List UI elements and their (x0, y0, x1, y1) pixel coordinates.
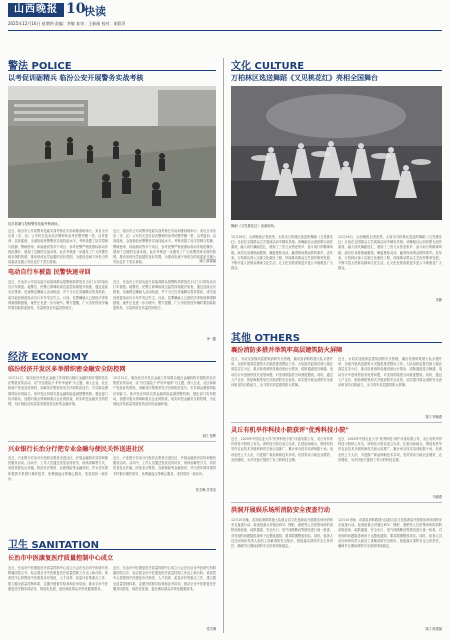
masthead-rule (8, 30, 442, 31)
headline-police1: 以考促训砺精兵 临汾公安开展警务实战考核 (8, 74, 144, 82)
section-rule (231, 70, 442, 71)
byline-oth1: 刘江 李晓燕 (425, 415, 442, 419)
column-divider (223, 58, 224, 633)
body-cul1-a: 12月16日，山西晚报记者获悉，太原市万柏林区选送的舞蹈《又见桃花红》日前在全国群众文艺展演活动中精彩亮相。该舞蹈以山西民歌为创作素材，融入现代舞蹈语汇，展现了三晋儿女热爱家乡、奋斗前行的精神风貌。演员们身着艳丽服饰，舞姿曼妙灵动，赢得现场观众阵阵掌声。近年来，万柏林区深入实施文化惠民工程，持续推动群众文艺创作繁荣发展，不断丰富人民群众精神文化生活，让文化发展成果更多更公平地惠及广大群众。 (231, 235, 333, 271)
body-oth1-b: 近日，为切实加强高层建筑消防安全管理，襄汾县消防救援大队多措并举，全面开展高层建筑火灾隐患排查整治工作。大队组织监督员深入辖区高层住宅小区，重点检查消防设施设备运行情况、疏散通道是否畅通、电动自行车违规停放充电等问题，对发现的隐患当场督促整改。同时，通过入户走访、张贴海报等形式开展消防安全宣传，切实提升群众消防安全意识和自防自救能力，全力筑牢高层建筑防火屏障。 (338, 357, 442, 388)
byline-cul1: 李静 (435, 298, 442, 302)
headline-police2: 电动自行车被盗 民警快速寻回 (8, 269, 91, 276)
caption-police1: 徒手抓捕与控制警务技能考核现场。 (8, 222, 61, 226)
section-en: ECONOMY (31, 352, 89, 363)
photo-dance-performance (231, 86, 442, 220)
section-en: POLICE (31, 61, 72, 72)
section-rule (231, 342, 442, 343)
body-oth3-b: 12月10日晚，洪洞县消防救援大队联合县文化旅游局开展娱乐场所消防安全夜查行动。检查组重点对辖区KTV、网吧、酒吧等人员密集场所的消防设施设备、疏散通道、安全出口、电气线路敷设等情况进行逐一检查，对发现的问题隐患现场下达整改通知，要求限期整改到位。同时，检查人员还向场所负责人和员工讲解消防安全知识，督促落实消防安全主体责任，确保节日期间消防安全形势持续稳定。 (338, 518, 442, 549)
section-label: 卫生 (8, 540, 28, 551)
body-police2-b: 近日，长治市公安局屯留分局接到群众报警称其停放在小区门口的电动自行车被盗。接警后，民警立即调取周边监控视频展开侦查，通过连续走访排查，迅速锁定嫌疑人活动轨迹，并于当日在其落脚点将其抓获，成功追回被盗电动自行车并发还失主。目前，犯罪嫌疑人已被依法采取刑事强制措施，案件正在进一步办理中。警方提醒，广大市民停放车辆时要加装防盗锁具，尽量停放在有监控的地方。 (113, 280, 216, 311)
body-eco2-a: 近日，兴业银行长治分行组织志愿者走进社区，开展金融知识宣传和便民服务活动。活动中，工作人员通过发放宣传折页、现场讲解等方式，向居民普及反诈骗、防范非法集资、存款保险等金融知识，并为老年群体提供手机银行操作指导、免费测血压等暖心服务，受到居民一致好评。 (8, 456, 108, 481)
section-en: CULTURE (254, 61, 305, 72)
body-cul1-b: 12月16日，山西晚报记者获悉，太原市万柏林区选送的舞蹈《又见桃花红》日前在全国群众文艺展演活动中精彩亮相。该舞蹈以山西民歌为创作素材，融入现代舞蹈语汇，展现了三晋儿女热爱家乡、奋斗前行的精神风貌。演员们身着艳丽服饰，舞姿曼妙灵动，赢得现场观众阵阵掌声。近年来，万柏林区深入实施文化惠民工程，持续推动群众文艺创作繁荣发展，不断丰富人民群众精神文化生活，让文化发展成果更多更公平地惠及广大群众。 (338, 235, 442, 271)
body-police1-a: 近日，临汾市公安局警务技能实战考核在市局训练基地举行。来自全市各县（市、区）公安机关及市局各警种的参考民警齐聚一堂，以考促训、以赛促练，全面检验民警警务实战技能水平。考核设置了徒手控制与抓捕、警械使用、体能测试等多个项目，参考民警严格按照标准动作规范操作，展现了过硬的实战本领。此次考核进一步激发了广大民警苦练本领的热情，推动形成比学赶超的良好氛围，为建设忠诚干净担当的高素质过硬公安队伍打下坚实基础。 (8, 229, 108, 264)
headline-oth3: 洪洞开展娱乐场所消防安全夜查行动 (231, 507, 330, 514)
body-eco2-b: 近日，兴业银行长治分行组织志愿者走进社区，开展金融知识宣传和便民服务活动。活动中，工作人员通过发放宣传折页、现场讲解等方式，向居民普及反诈骗、防范非法集资、存款保险等金融知识，并为老年群体提供手机银行操作指导、免费测血压等暖心服务，受到居民一致好评。 (113, 456, 216, 476)
body-eco1-a: 12月11日，临汾经济开发区金融工作局联合辖区金融机构开展防范非法集资宣传活动，以"守住钱袋子·护好幸福家"为主题，深入企业、社区和商户发放宣传资料，讲解非法集资常见手法和防范技巧，引导群众增强风险识别能力。该开发区持续完善金融风险监测预警机制，强化部门协作联动，加强对重点领域和重点企业的排查，切实织密金融安全防控网，为区域经济高质量发展营造良好的金融环境。 (8, 376, 108, 407)
separator (231, 502, 442, 503)
headline-oth2: 灵丘有机旱作科技小院获评"优秀科技小院" (231, 427, 349, 434)
byline-eco2: 张艾琳 任茂莹 (195, 488, 216, 492)
body-oth2-a: 近日，2025年中国农业大学"优秀科技小院"评选结果公布，灵丘有机旱作科技小院榜上有名。该科技小院自成立以来，扎根田间地头，围绕有机旱作农业技术开展科研攻关和示范推广，累计举办技术培训班数十场，培训农民上千人次，引进推广新品种新技术多项，有效带动当地农业增效、农民增收，为乡村振兴提供了有力的科技支撑。 (231, 437, 333, 462)
body-oth3-a: 12月10日晚，洪洞县消防救援大队联合县文化旅游局开展娱乐场所消防安全夜查行动。检查组重点对辖区KTV、网吧、酒吧等人员密集场所的消防设施设备、疏散通道、安全出口、电气线路敷设等情况进行逐一检查，对发现的问题隐患现场下达整改通知，要求限期整改到位。同时，检查人员还向场所负责人和员工讲解消防安全知识，督促落实消防安全主体责任，确保节日期间消防安全形势持续稳定。 (231, 518, 333, 549)
headline-eco2: 兴业银行长治分行把专业金融与便民关怀送进社区 (8, 446, 145, 453)
dateline: 2025年12月16日 星期四 责编：李敏 复审：王新刚 校对：胡彩萍 (8, 21, 126, 26)
headline-oth1: 襄汾消防多措并举筑牢高层建筑防火屏障 (231, 347, 343, 354)
section-rule (8, 361, 216, 362)
section-label: 文化 (231, 61, 251, 72)
page-number: 10 (66, 1, 86, 17)
section-en: SANITATION (31, 540, 99, 551)
byline-oth3: 刘江 薛建斌 (425, 627, 442, 631)
headline-cul1: 万柏林区选送舞蹈《又见桃花红》亮相全国舞台 (231, 74, 378, 82)
section-label: 其他 (231, 333, 251, 344)
byline-san1: 张艾琳 (206, 627, 216, 631)
body-san1-a: 近日，长治市中医康复医疗质量控制中心成立大会在长治市中医研究所附属医院召开，标志着全市中医康复医疗质量控制工作迈上新台阶。该质控中心将围绕中医康复诊疗规范、人才培养、质量评价等重点工作，建立健全质量控制体系，定期开展督导检查和业务培训，推动全市中医康复医疗服务同质化、规范化发展，更好满足群众多样化健康需求。 (8, 566, 108, 591)
section-rule (8, 70, 216, 71)
photo-police-training (8, 86, 216, 218)
separator (231, 422, 442, 423)
page-name: 快读 (84, 5, 106, 18)
section-rule (8, 549, 216, 550)
masthead-logo: 山西晚报 (8, 3, 64, 17)
section-label: 警法 (8, 61, 28, 72)
body-police1-b: 近日，临汾市公安局警务技能实战考核在市局训练基地举行。来自全市各县（市、区）公安机关及市局各警种的参考民警齐聚一堂，以考促训、以赛促练，全面检验民警警务实战技能水平。考核设置了徒手控制与抓捕、警械使用、体能测试等多个项目，参考民警严格按照标准动作规范操作，展现了过硬的实战本领。此次考核进一步激发了广大民警苦练本领的热情，推动形成比学赶超的良好氛围，为建设忠诚干净担当的高素质过硬公安队伍打下坚实基础。 (113, 229, 216, 264)
body-san1-b: 近日，长治市中医康复医疗质量控制中心成立大会在长治市中医研究所附属医院召开，标志着全市中医康复医疗质量控制工作迈上新台阶。该质控中心将围绕中医康复诊疗规范、人才培养、质量评价等重点工作，建立健全质量控制体系，定期开展督导检查和业务培训，推动全市中医康复医疗服务同质化、规范化发展，更好满足群众多样化健康需求。 (113, 566, 216, 591)
caption-cul1: 舞蹈《又见桃花红》表演现场。 (231, 224, 278, 228)
body-police2-a: 近日，长治市公安局屯留分局接到群众报警称其停放在小区门口的电动自行车被盗。接警后，民警立即调取周边监控视频展开侦查，通过连续走访排查，迅速锁定嫌疑人活动轨迹，并于当日在其落脚点将其抓获，成功追回被盗电动自行车并发还失主。目前，犯罪嫌疑人已被依法采取刑事强制措施，案件正在进一步办理中。警方提醒，广大市民停放车辆时要加装防盗锁具，尽量停放在有监控的地方。 (8, 280, 108, 311)
section-label: 经济 (8, 352, 28, 363)
body-oth1-a: 近日，为切实加强高层建筑消防安全管理，襄汾县消防救援大队多措并举，全面开展高层建筑火灾隐患排查整治工作。大队组织监督员深入辖区高层住宅小区，重点检查消防设施设备运行情况、疏散通道是否畅通、电动自行车违规停放充电等问题，对发现的隐患当场督促整改。同时，通过入户走访、张贴海报等形式开展消防安全宣传，切实提升群众消防安全意识和自防自救能力，全力筑牢高层建筑防火屏障。 (231, 357, 333, 388)
body-oth2-b: 近日，2025年中国农业大学"优秀科技小院"评选结果公布，灵丘有机旱作科技小院榜上有名。该科技小院自成立以来，扎根田间地头，围绕有机旱作农业技术开展科研攻关和示范推广，累计举办技术培训班数十场，培训农民上千人次，引进推广新品种新技术多项，有效带动当地农业增效、农民增收，为乡村振兴提供了有力的科技支撑。 (338, 437, 442, 462)
byline-police2: 李一鑫 (206, 337, 216, 341)
byline-police1: 刘江 薛建斌 (199, 259, 216, 263)
separator (8, 265, 216, 266)
byline-eco1: 刘江 张辉 (202, 434, 216, 438)
body-eco1-b: 12月11日，临汾经济开发区金融工作局联合辖区金融机构开展防范非法集资宣传活动，以"守住钱袋子·护好幸福家"为主题，深入企业、社区和商户发放宣传资料，讲解非法集资常见手法和防范技巧，引导群众增强风险识别能力。该开发区持续完善金融风险监测预警机制，强化部门协作联动，加强对重点领域和重点企业的排查，切实织密金融安全防控网，为区域经济高质量发展营造良好的金融环境。 (113, 376, 216, 407)
byline-oth2: 马晓燕 (432, 495, 442, 499)
headline-san1: 长治市中医康复医疗质量控制中心成立 (8, 555, 114, 562)
headline-eco1: 临汾经济开发区多举措织密金融安全防控网 (8, 366, 126, 373)
separator (8, 441, 216, 442)
section-en: OTHERS (254, 333, 300, 344)
